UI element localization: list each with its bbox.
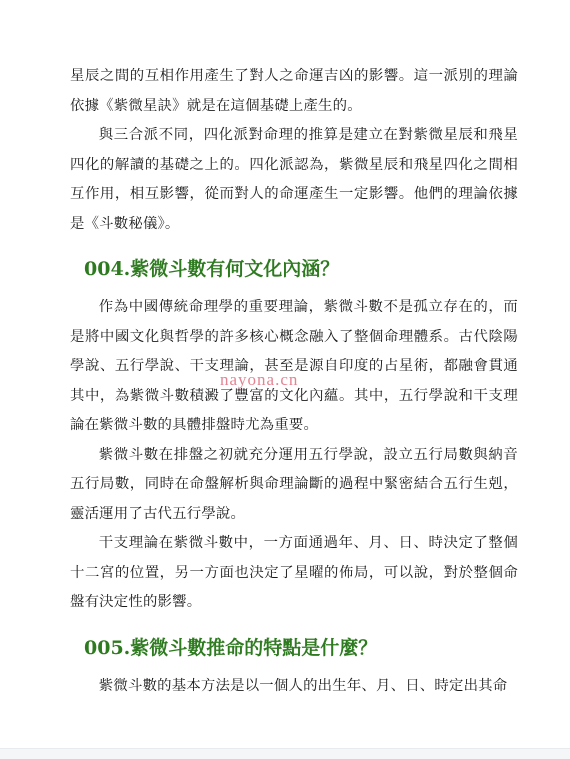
watermark: nayona.cn — [220, 370, 299, 389]
paragraph-004-3: 干支理論在紫微斗數中，一方面通過年、月、日、時決定了整個十二宮的位置，另一方面也決定了星曜的佈局，可以說，對於整個命盤有決定性的影響。 — [70, 535, 518, 610]
viewer-bottom-edge — [0, 748, 570, 759]
paragraph-004-2: 紫微斗數在排盤之初就充分運用五行學說，設立五行局數與納音五行局數，同時在命盤解析與命理論斷的過程中緊密結合五行生剋，靈活運用了古代五行學說。 — [70, 446, 518, 522]
paragraph-005-1: 紫微斗數的基本方法是以一個人的出生年、月、日、時定出其命 — [98, 677, 508, 694]
paragraph-004-1: 作為中國傳統命理學的重要理論，紫微斗數不是孤立存在的，而是將中國文化與哲學的許多核心概念融入了整個命理體系。古代陰陽學說、五行學說、干支理論，甚至是源自印度的占星術，都融會貫通其中，為紫微斗數積澱了豐富的文化內蘊。其中，五行學說和干支理論在紫微斗數的具體排盤時尤為重要。 — [70, 299, 518, 433]
paragraph-sihua: 與三合派不同，四化派對命理的推算是建立在對紫微星辰和飛星四化的解讀的基礎之上的。四化派認為，紫微星辰和飛星四化之間相互作用，相互影響，從而對人的命運產生一定影響。他們的理論依據是《斗數秘儀》。 — [70, 127, 518, 232]
section-heading-004: 004.紫微斗數有何文化內涵？ — [84, 258, 340, 280]
paragraph-continuation: 星辰之間的互相作用產生了對人之命運吉凶的影響。這一派別的理論依據《紫微星訣》就是在這個基礎上產生的。 — [70, 68, 518, 114]
section-heading-005: 005.紫微斗數推命的特點是什麼？ — [84, 636, 378, 659]
